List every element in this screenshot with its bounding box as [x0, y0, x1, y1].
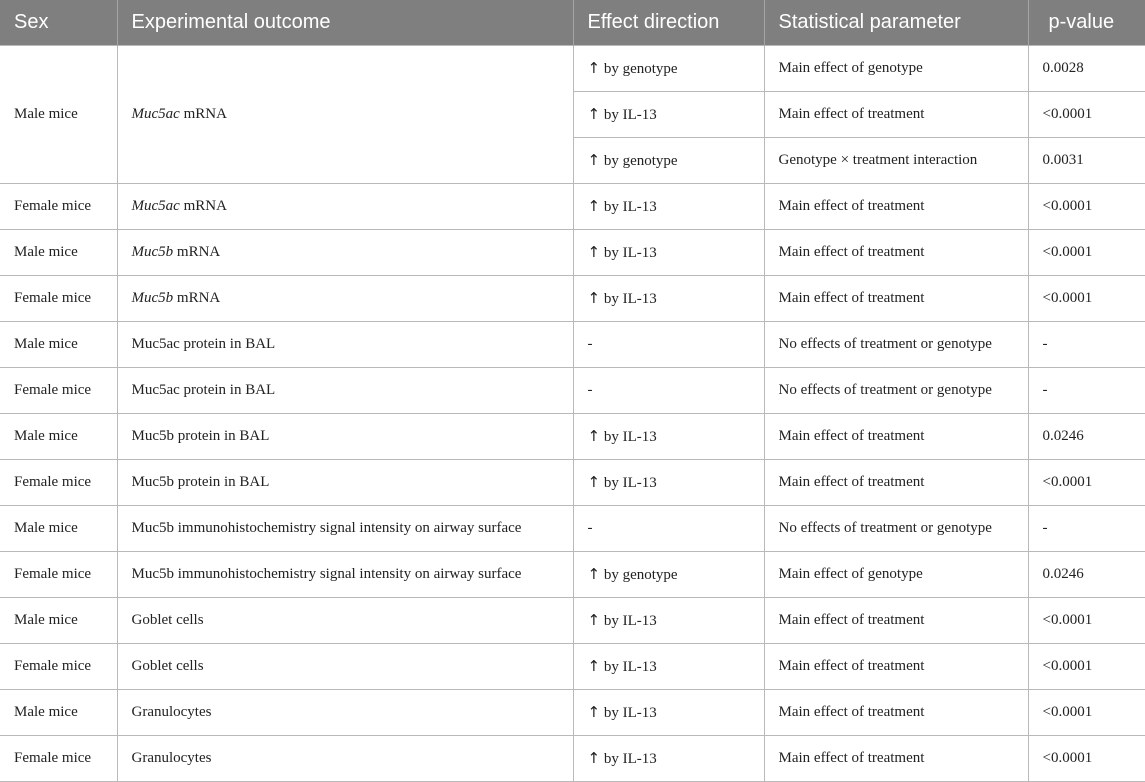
up-arrow-icon: ↑ [587, 59, 601, 77]
effect-cell [573, 736, 764, 782]
up-arrow-icon: ↑ [587, 427, 601, 445]
outcome-suffix: mRNA [173, 244, 221, 260]
up-arrow-icon: ↑ [587, 657, 601, 675]
effect-text: by IL-13 [600, 291, 657, 307]
effect-cell [573, 46, 764, 92]
effect-text: by IL-13 [600, 107, 657, 123]
up-arrow-icon: ↑ [587, 105, 601, 123]
table-row [0, 414, 1145, 460]
up-arrow-icon: ↑ [587, 151, 601, 169]
parameter-cell: Main effect of treatment [764, 276, 1028, 322]
sex-cell: Male mice [0, 230, 117, 276]
effect-text: by IL-13 [600, 751, 657, 767]
effect-cell [573, 276, 764, 322]
effect-text: by IL-13 [600, 429, 657, 445]
parameter-cell: Main effect of treatment [764, 598, 1028, 644]
sex-cell: Female mice [0, 644, 117, 690]
table-row [0, 736, 1145, 782]
effect-cell [573, 138, 764, 184]
table-row [0, 506, 1145, 552]
parameter-cell: No effects of treatment or genotype [764, 506, 1028, 552]
sex-cell: Male mice [0, 690, 117, 736]
up-arrow-icon: ↑ [587, 703, 601, 721]
p-value-cell: <0.0001 [1028, 184, 1145, 230]
p-value-cell: <0.0001 [1028, 92, 1145, 138]
table-row [0, 598, 1145, 644]
effect-text: by IL-13 [600, 705, 657, 721]
p-value-cell: 0.0031 [1028, 138, 1145, 184]
table-header-row [0, 0, 1145, 46]
table-row [0, 690, 1145, 736]
p-value-cell: 0.0246 [1028, 414, 1145, 460]
parameter-cell: Main effect of treatment [764, 736, 1028, 782]
outcome-cell: Goblet cells [117, 644, 573, 690]
sex-cell: Male mice [0, 414, 117, 460]
outcome-gene: Muc5b [131, 290, 174, 306]
p-value-cell: <0.0001 [1028, 690, 1145, 736]
table-row [0, 322, 1145, 368]
parameter-cell: No effects of treatment or genotype [764, 368, 1028, 414]
parameter-cell: Main effect of treatment [764, 460, 1028, 506]
p-value-cell: 0.0028 [1028, 46, 1145, 92]
effect-text: by IL-13 [600, 199, 657, 215]
outcome-cell [117, 46, 573, 184]
effect-cell [573, 460, 764, 506]
parameter-cell: Main effect of treatment [764, 92, 1028, 138]
table-row [0, 644, 1145, 690]
effect-text: by IL-13 [600, 613, 657, 629]
outcome-gene: Muc5ac [131, 198, 180, 214]
outcome-cell [117, 276, 573, 322]
parameter-cell: Main effect of treatment [764, 414, 1028, 460]
outcome-suffix: mRNA [179, 106, 227, 122]
effect-cell [573, 552, 764, 598]
sex-cell: Female mice [0, 736, 117, 782]
effect-cell [573, 184, 764, 230]
table-row [0, 460, 1145, 506]
outcome-suffix: mRNA [179, 198, 227, 214]
outcome-cell: Muc5b protein in BAL [117, 460, 573, 506]
parameter-cell: Main effect of treatment [764, 184, 1028, 230]
p-value-cell: <0.0001 [1028, 598, 1145, 644]
header-statistical-parameter: Statistical parameter [764, 0, 1028, 46]
up-arrow-icon: ↑ [587, 749, 601, 767]
sex-cell: Male mice [0, 46, 117, 184]
p-value-cell: <0.0001 [1028, 276, 1145, 322]
parameter-cell: Main effect of genotype [764, 46, 1028, 92]
effect-cell: - [573, 322, 764, 368]
outcome-cell [117, 184, 573, 230]
parameter-cell: Main effect of treatment [764, 230, 1028, 276]
effect-text: by genotype [600, 567, 678, 583]
table-row [0, 552, 1145, 598]
up-arrow-icon: ↑ [587, 473, 601, 491]
effect-text: by IL-13 [600, 659, 657, 675]
p-value-cell: - [1028, 506, 1145, 552]
table-row [0, 46, 1145, 92]
p-value-cell: 0.0246 [1028, 552, 1145, 598]
sex-cell: Male mice [0, 506, 117, 552]
header-sex: Sex [0, 0, 117, 46]
header-p-value: p-value [1028, 0, 1145, 46]
effect-text: by IL-13 [600, 245, 657, 261]
p-value-cell: <0.0001 [1028, 644, 1145, 690]
outcome-gene: Muc5ac [131, 106, 180, 122]
effect-text: by genotype [600, 153, 678, 169]
effect-cell: - [573, 368, 764, 414]
p-value-cell: <0.0001 [1028, 460, 1145, 506]
outcome-gene: Muc5b [131, 244, 174, 260]
effect-cell [573, 598, 764, 644]
outcome-cell: Muc5ac protein in BAL [117, 322, 573, 368]
effect-cell [573, 230, 764, 276]
up-arrow-icon: ↑ [587, 289, 601, 307]
outcome-cell [117, 230, 573, 276]
sex-cell: Female mice [0, 460, 117, 506]
p-value-cell: <0.0001 [1028, 736, 1145, 782]
p-value-cell: - [1028, 368, 1145, 414]
effect-cell [573, 92, 764, 138]
up-arrow-icon: ↑ [587, 565, 601, 583]
parameter-cell: Genotype × treatment interaction [764, 138, 1028, 184]
header-experimental-outcome: Experimental outcome [117, 0, 573, 46]
parameter-cell: Main effect of treatment [764, 644, 1028, 690]
effect-cell [573, 414, 764, 460]
parameter-cell: Main effect of genotype [764, 552, 1028, 598]
up-arrow-icon: ↑ [587, 243, 601, 261]
outcome-cell: Granulocytes [117, 736, 573, 782]
effect-cell: - [573, 506, 764, 552]
header-effect-direction: Effect direction [573, 0, 764, 46]
sex-cell: Female mice [0, 184, 117, 230]
sex-cell: Female mice [0, 368, 117, 414]
effect-cell [573, 690, 764, 736]
sex-cell: Male mice [0, 322, 117, 368]
table-row [0, 368, 1145, 414]
table-row [0, 276, 1145, 322]
up-arrow-icon: ↑ [587, 197, 601, 215]
parameter-cell: Main effect of treatment [764, 690, 1028, 736]
outcome-cell: Muc5ac protein in BAL [117, 368, 573, 414]
effect-text: by genotype [600, 61, 678, 77]
outcome-cell: Goblet cells [117, 598, 573, 644]
effect-cell [573, 644, 764, 690]
outcome-cell: Muc5b immunohistochemistry signal intensity on airway surface [117, 552, 573, 598]
parameter-cell: No effects of treatment or genotype [764, 322, 1028, 368]
p-value-cell: <0.0001 [1028, 230, 1145, 276]
effect-text: by IL-13 [600, 475, 657, 491]
sex-cell: Male mice [0, 598, 117, 644]
outcome-suffix: mRNA [173, 290, 221, 306]
outcome-cell: Granulocytes [117, 690, 573, 736]
p-value-cell: - [1028, 322, 1145, 368]
sex-cell: Female mice [0, 276, 117, 322]
table-row [0, 184, 1145, 230]
sex-cell: Female mice [0, 552, 117, 598]
outcome-cell: Muc5b protein in BAL [117, 414, 573, 460]
table-row [0, 230, 1145, 276]
up-arrow-icon: ↑ [587, 611, 601, 629]
outcome-cell: Muc5b immunohistochemistry signal intensity on airway surface [117, 506, 573, 552]
